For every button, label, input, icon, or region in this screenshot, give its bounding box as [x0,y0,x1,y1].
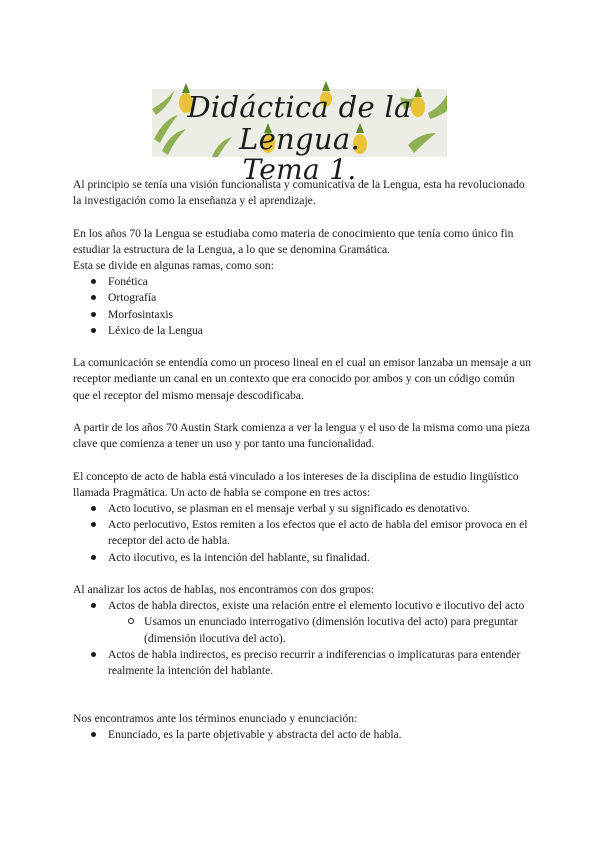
list-item [73,598,533,647]
document-title [152,89,447,186]
title-line-1: Didáctica de la Lengua. [187,90,412,156]
document-body [73,177,533,744]
paragraph-groups: Al analizar los actos de hablas, nos encontramos con dos grupos: [73,583,375,596]
list-item: Léxico de la Lengua [73,323,533,339]
list-item: Ortografía [73,290,533,306]
groups-list [73,598,533,679]
list-item: Acto ilocutivo, es la intención del hablante, su finalidad. [73,550,533,566]
branches-list [73,274,533,339]
list-item: Morfosintaxis [73,307,533,323]
title-line-2: Tema 1. [242,153,357,186]
paragraph-speech-act: El concepto de acto de habla está vinculado a los intereses de la disciplina de estudio lingüístico llamada Pragmática. Un acto de habla se compone en tres actos: [73,469,519,499]
header-banner [152,89,447,186]
list-item-text: Actos de habla directos, existe una relación entre el elemento locutivo e ilocutivo del acto [108,599,525,613]
list-item: Acto perlocutivo, Estos remiten a los efectos que el acto de habla del emisor provoca en el receptor del acto de habla. [73,517,533,549]
paragraph-communication: La comunicación se entendía como un proceso lineal en el cual un emisor lanzaba un mensaje a un receptor mediante un canal en un contexto que era conocido por ambos y con un código común que el receptor del mismo mensaje descodificaba. [73,356,532,402]
paragraph-austin: A partir de los años 70 Austin Stark comienza a ver la lengua y el uso de la misma como una pieza clave que comienza a tener un uso y por tanto una funcionalidad. [73,421,530,451]
paragraph-grammar: En los años 70 la Lengua se estudiaba como materia de conocimiento que tenía como único fin estudiar la estructura de la Lengua, a lo que se denomina Gramática. [73,226,514,256]
paragraph-branches-intro: Esta se divide en algunas ramas, como son: [73,259,274,272]
sub-list-item: Usamos un enunciado interrogativo (dimensión locutiva del acto) para preguntar (dimensión ilocutiva del acto). [108,614,533,646]
list-item: Actos de habla indirectos, es preciso recurrir a indiferencias o implicaturas para entender realmente la intención del hablante. [73,647,533,679]
terms-list [73,727,533,743]
paragraph-intro: Al principio se tenía una visión funcionalista y comunicativa de la Lengua, esta ha revolucionado la investigación como la enseñanza y el aprendizaje. [73,178,525,208]
paragraph-terms: Nos encontramos ante los términos enunciado y enunciación: [73,712,358,726]
list-item: Enunciado, es la parte objetivable y abstracta del acto de habla. [73,727,533,743]
acts-list [73,501,533,566]
sub-list [108,614,533,646]
list-item: Acto locutivo, se plasman en el mensaje verbal y su significado es denotativo. [73,501,533,517]
list-item: Fonética [73,274,533,290]
